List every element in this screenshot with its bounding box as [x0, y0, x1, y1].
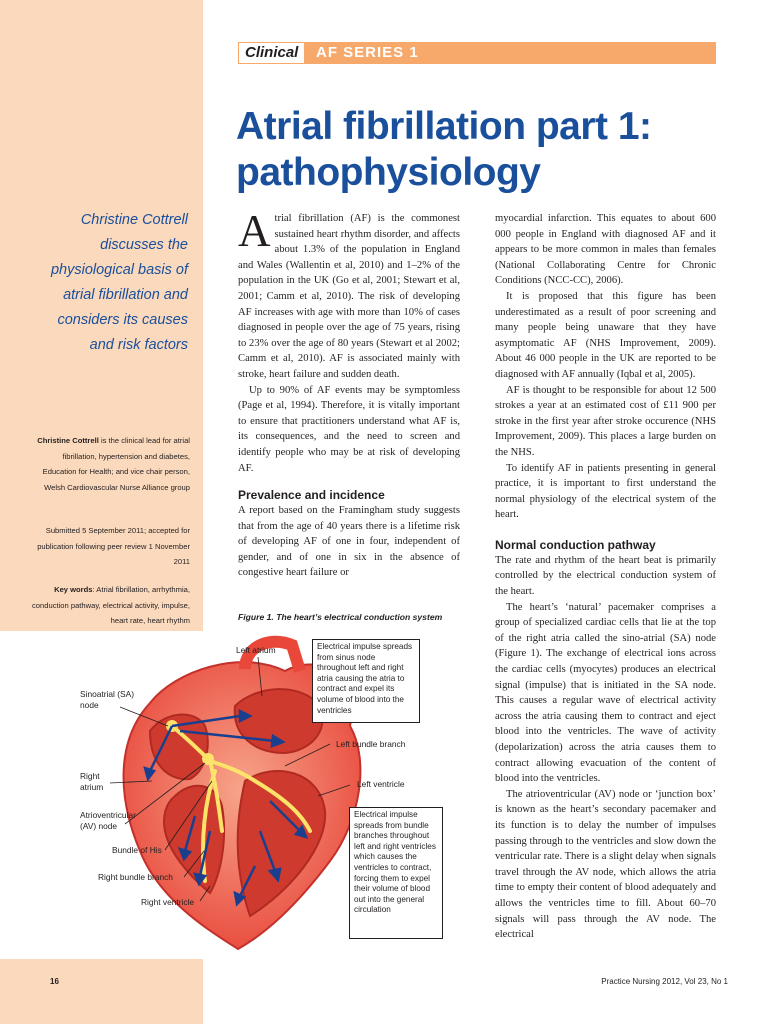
body-paragraph: To identify AF in patients presenting in general practice, it is important to first understand the normal physiology of the electrical system of the heart. — [495, 462, 716, 521]
title-line-1: Atrial fibrillation part 1: — [236, 105, 652, 148]
author-name: Christine Cottrell — [37, 436, 99, 445]
label-right-ventricle: Right ventricle — [141, 897, 195, 907]
body-paragraph: AF is thought to be responsible for about 12 500 strokes a year at an estimated cost of £11 900 per stroke in the first year after stroke occurence (NHS Improvement, 2009). This places a large burden on the NHS. — [495, 384, 716, 458]
body-column-1 — [238, 206, 460, 581]
callout-atria-impulse: Electrical impulse spreads from sinus node throughout left and right atria causing the atria to contract and expel its volume of blood into the ventricles — [312, 639, 420, 723]
title-line-2: pathophysiology — [236, 151, 541, 194]
section-label: Clinical — [238, 42, 305, 64]
keywords-label: Key words — [54, 585, 93, 594]
heading-prevalence: Prevalence and incidence — [238, 488, 385, 503]
body-paragraph: The rate and rhythm of the heart beat is primarily controlled by the electrical conduction system of the heart. — [495, 554, 716, 598]
intro-paragraph: Atrial fibrillation (AF) is the commonest sustained heart rhythm disorder, and affects about 1.3% of the population in England and Wales (Wallentin et al, 2010) and 1–2% of the population in the UK (Go et al, 2001; Stewart et al, 2001; Camm et al, 2010). The risk of developing AF increases with age with more than 10% of cases diagnosed in people over the age of 75 years, rising to 23% over the age of 80 years (Stewart et al 2002; Camm et al, 2010). AF is associated mainly with stroke, heart failure and sudden death. — [238, 206, 460, 380]
series-label: AF SERIES 1 — [316, 44, 419, 61]
av-node-marker — [202, 753, 214, 765]
figure-caption: Figure 1. The heart’s electrical conduction system — [238, 612, 443, 622]
keywords-text: : Atrial fibrillation, arrhythmia, conduction pathway, electrical activity, impulse, heart rate, heart rhythm — [32, 585, 190, 626]
label-av-node: Atrioventricular (AV) node — [80, 810, 136, 831]
body-paragraph: It is proposed that this figure has been underestimated as a result of poor screening and many people being unaware that they have asymptomatic AF (NHS Improvement, 2009). About 46 000 people in the UK are reported to be diagnosed with AF annually (Iqbal et al, 2005). — [495, 290, 716, 380]
author-note — [30, 433, 190, 495]
body-column-2 — [495, 211, 716, 943]
body-paragraph: Up to 90% of AF events may be symptomless (Page et al, 1994). Therefore, it is vitally important to ensure that practitioners understand what AF is, its consequences, and the need to screen and identify people who may be at risk of developing AF. — [238, 384, 460, 474]
page-number: 16 — [50, 977, 59, 986]
body-paragraph: The heart’s ‘natural’ pacemaker comprises a group of specialized cardiac cells that lie at the top of the right atria called the sino-atrial (SA) node (Figure 1). The exchange of electrical ions across the cardiac cells (myocytes) produces an electrical signal (impulse) that is initiated in the SA node. This causes a regular wave of electrical activity across the atria causing them to contract and eject blood into the ventricles. The wave of activity (depolarization) across the atria causes them to contract allowing evacuation of the content of blood into the ventricles. — [495, 601, 716, 785]
submission-dates: Submitted 5 September 2011; accepted for publication following peer review 1 November 2011 — [37, 526, 190, 567]
heading-normal-conduction: Normal conduction pathway — [495, 537, 656, 552]
figure-heart-conduction — [0, 631, 469, 959]
label-left-ventricle: Left ventricle — [357, 779, 405, 789]
standfirst: Christine Cottrell discusses the physiological basis of atrial fibrillation and considers its causes and risk factors — [50, 212, 188, 353]
publication-info: Practice Nursing 2012, Vol 23, No 1 — [601, 977, 728, 986]
label-left-atrium: Left atrium — [236, 645, 276, 655]
body-paragraph: myocardial infarction. This equates to about 600 000 people in England with diagnosed AF and it appears to be more common in males than females (National Collaborating Centre for Chronic Conditions (NCC-CC), 2006). — [495, 213, 716, 287]
drop-cap: A — [238, 206, 271, 256]
label-left-bundle-branch: Left bundle branch — [336, 739, 406, 749]
label-right-bundle-branch: Right bundle branch — [98, 872, 173, 882]
callout-ventricle-impulse: Electrical impulse spreads from bundle branches throughout left and right ventricles which causes the ventricles to contract, forcing them to expel their volume of blood out into the general circulation — [349, 807, 443, 939]
label-sa-node: Sinoatrial (SA) node — [80, 689, 134, 710]
body-paragraph: The atrioventricular (AV) node or ‘junction box’ is known as the heart’s secondary pacemaker and its function is to delay the number of impulses passing through to the ventricles and slow down the ventricular rate. There is a slight delay when signals travel through the AV node, which allows the atria time to empty their content of blood adequately and allows the ventricles time to fill. About 60–70 signals will pass through the AV node. The electrical — [495, 788, 716, 941]
author-affiliation: is the clinical lead for atrial fibrillation, hypertension and diabetes, Education for Health; and vice chair person, Welsh Cardiovascular Nurse Alliance group — [42, 436, 190, 492]
body-paragraph: A report based on the Framingham study suggests that from the age of 40 years there is a lifetime risk of developing AF of one in four, independent of gender, and of one in six in the absence of congestive heart failure or — [238, 505, 460, 579]
series-banner — [238, 42, 716, 64]
label-bundle-of-his: Bundle of His — [112, 845, 162, 855]
keywords — [30, 582, 190, 629]
article-title — [236, 104, 736, 196]
label-right-atrium: Right atrium — [80, 771, 104, 792]
